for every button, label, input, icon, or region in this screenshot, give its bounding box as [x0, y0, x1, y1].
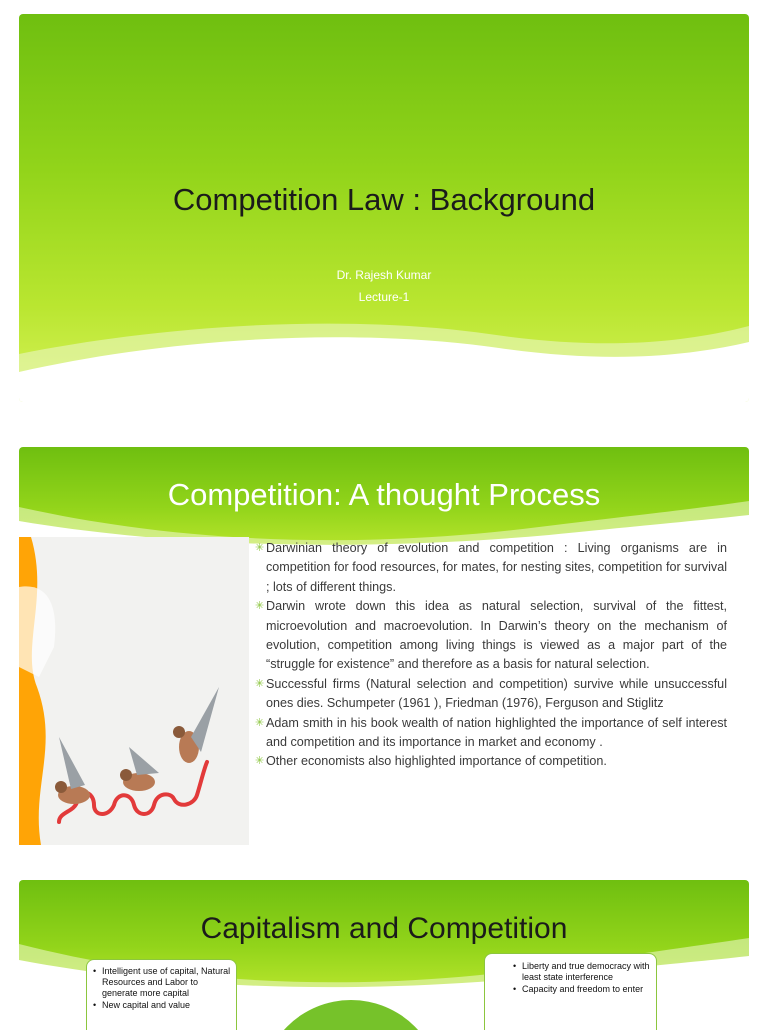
slide-title: Competition Law : Background [172, 182, 596, 217]
author-name: Dr. Rajesh Kumar [336, 268, 432, 282]
title-slide [19, 14, 749, 402]
birds-illustration [19, 537, 249, 845]
list-item: ✳ Successful firms (Natural selection and competition) survive while unsuccessful ones dies. Schumpeter (1961 ), Friedman (1976), Ferguson and Stiglitz [255, 676, 727, 711]
bullet-list [255, 539, 727, 772]
liberty-box [484, 953, 657, 1030]
list-item: • New capital and value [93, 1000, 231, 1011]
list-item: ✳ Other economists also highlighted importance of competition. [255, 752, 727, 771]
star-bullet-icon: ✳ [255, 677, 265, 690]
capital-box [86, 959, 237, 1030]
list-item: • Capacity and freedom to enter [513, 984, 651, 995]
thought-process-slide [19, 447, 749, 849]
list-item: ✳ Adam smith in his book wealth of nation highlighted the importance of self interest and competition and its importance in market and economy . [255, 715, 727, 750]
star-bullet-icon: ✳ [255, 716, 265, 729]
list-item: • Intelligent use of capital, Natural Resources and Labor to generate more capital [93, 966, 231, 999]
list-item: • Liberty and true democracy with least state interference [513, 961, 651, 983]
star-bullet-icon: ✳ [255, 542, 265, 554]
cycle-diagram-circle [261, 1000, 441, 1030]
slide-title: Competition: A thought Process [167, 477, 601, 512]
birds-image [19, 537, 249, 845]
capitalism-slide [19, 880, 749, 1030]
wave-decoration [19, 314, 749, 402]
star-bullet-icon: ✳ [255, 600, 265, 613]
lecture-label: Lecture-1 [358, 290, 410, 304]
list-item: ✳ Darwinian theory of evolution and competition : Living organisms are in competition for food resources, for mates, for nesting sites, competition for survival ; lots of different things. [255, 541, 727, 594]
slide-title: Capitalism and Competition [200, 912, 568, 945]
star-bullet-icon: ✳ [255, 755, 265, 768]
list-item: ✳ Darwin wrote down this idea as natural selection, survival of the fittest, microevolution and macroevolution. In Darwin’s theory on the mechanism of evolution, competition among living things is viewed as a major part of the “struggle for existence” and therefore as a basis for natural selection. [255, 599, 727, 672]
